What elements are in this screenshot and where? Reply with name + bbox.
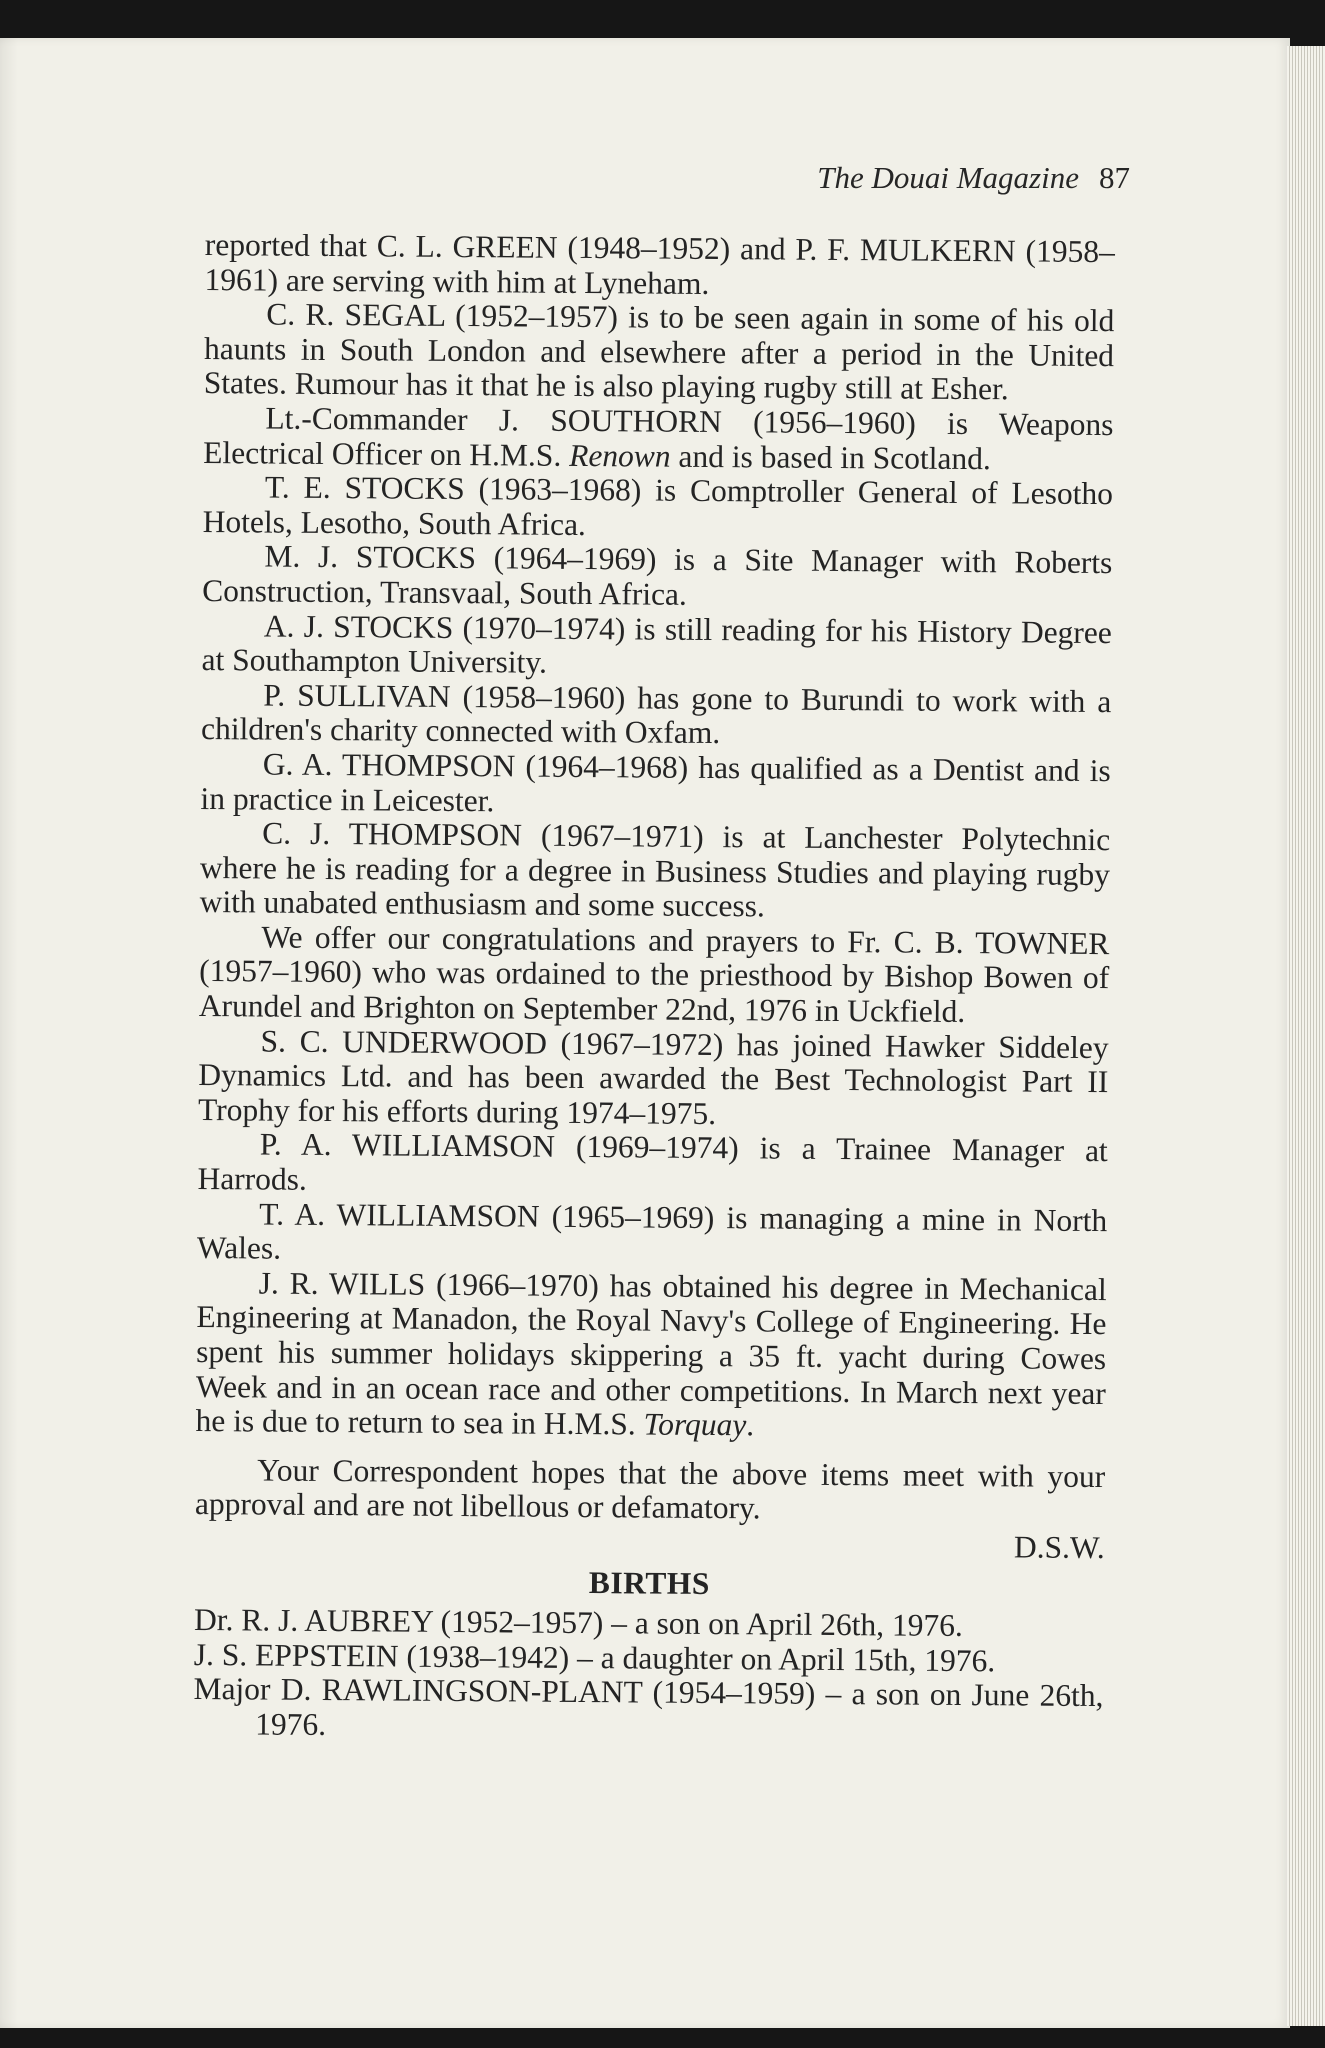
signature: D.S.W. [1013, 1529, 1105, 1566]
paragraph: T. E. STOCKS (1963–1968) is Comptroller General of Lesotho Hotels, Lesotho, South Africa. [202, 469, 1114, 542]
paragraph: P. A. WILLIAMSON (1969–1974) is a Trainee Manager at Harrods. [197, 1126, 1108, 1197]
birth-entry: Major D. RAWLINGSON-PLANT (1954–1959) – a son on June 26th, 1976. [193, 1671, 1104, 1742]
binding-shadow [0, 38, 18, 2028]
paragraph: P. SULLIVAN (1958–1960) has gone to Burundi to work with a children's charity connected with Oxfam. [200, 677, 1112, 751]
page-number: 87 [1099, 160, 1130, 195]
paragraph: A. J. STOCKS (1970–1974) is still reading for his History Degree at Southampton University. [201, 608, 1112, 680]
paragraph: T. A. WILLIAMSON (1965–1969) is managing a mine in North Wales. [196, 1196, 1108, 1266]
paragraph: C. J. THOMPSON (1967–1971) is at Lanchester Polytechnic where he is reading for a degree in Business Studies and playing rugby with unabated enthusiasm and some success. [199, 815, 1111, 924]
closing-paragraph: Your Correspondent hopes that the above items meet with your approval and are not libellous or defamatory. [194, 1452, 1106, 1526]
paragraph: J. R. WILLS (1966–1970) has obtained his degree in Mechanical Engineering at Manadon, the Royal Navy's College of Engineering. He spent his summer holidays skippering a 35 ft. yacht during Cowes Week and in an ocean race and other competitions. In March next year he is due to return to sea in H.M.S. Torquay. [195, 1265, 1107, 1443]
ship-name: Torquay [643, 1406, 747, 1443]
page-edges [1287, 46, 1325, 2026]
paragraph: M. J. STOCKS (1964–1969) is a Site Manager with Roberts Construction, Transvaal, South Africa. [202, 538, 1113, 612]
ship-name: Renown [569, 437, 671, 474]
paragraph: S. C. UNDERWOOD (1967–1972) has joined Hawker Siddeley Dynamics Ltd. and has been awarded the Best Technologist Part II Trophy for his efforts during 1974–1975. [197, 1023, 1109, 1131]
paragraph: Lt.-Commander J. SOUTHORN (1956–1960) is Weapons Electrical Officer on H.M.S. Renown and is based in Scotland. [203, 400, 1114, 476]
running-head [700, 160, 1130, 196]
article-body [193, 228, 1115, 1749]
births-heading: BIRTHS [588, 1564, 710, 1601]
paragraph: reported that C. L. GREEN (1948–1952) and P. F. MULKERN (1958–1961) are serving with him at Lyneham. [204, 227, 1115, 301]
paragraph: We offer our congratulations and prayers to Fr. C. B. TOWNER (1957–1960) who was ordained to the priesthood by Bishop Bowen of Arundel and Brighton on September 22nd, 1976 in Uckfield. [198, 919, 1110, 1030]
birth-entry: J. S. EPPSTEIN (1938–1942) – a daughter on April 15th, 1976. [193, 1636, 996, 1679]
magazine-title: The Douai Magazine [817, 160, 1079, 195]
paragraph: G. A. THOMPSON (1964–1968) has qualified as a Dentist and is in practice in Leicester. [200, 746, 1111, 818]
birth-entry: Dr. R. J. AUBREY (1952–1957) – a son on April 26th, 1976. [193, 1602, 964, 1644]
paragraph: C. R. SEGAL (1952–1957) is to be seen again in some of his old haunts in South London and elsewhere after a period in the United States. Rumour has it that he is also playing rugby still at Esher. [203, 296, 1115, 407]
